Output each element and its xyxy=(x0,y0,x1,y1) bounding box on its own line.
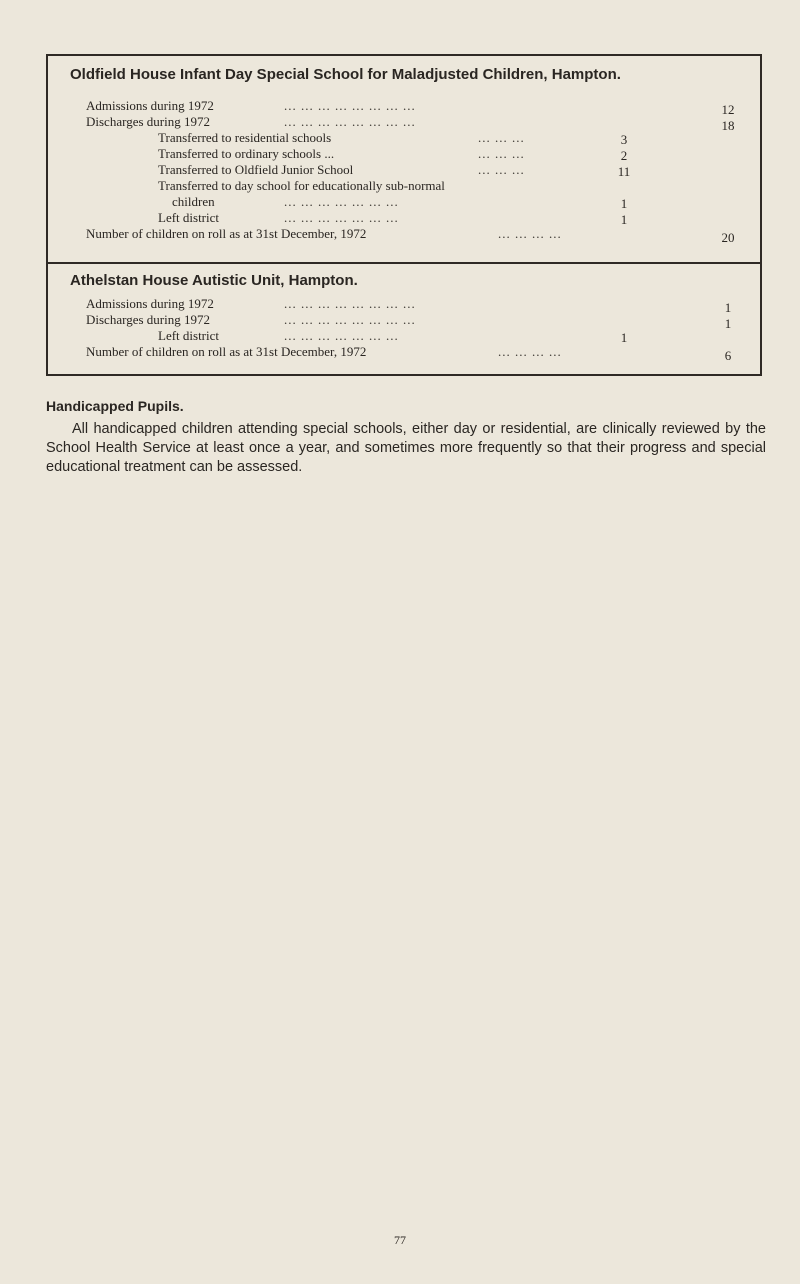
row-leader-dots: ... ... ... ... ... ... ... ... xyxy=(284,296,416,311)
oldfield-row-discharges xyxy=(48,114,760,133)
row-label: Admissions during 1972 xyxy=(86,98,214,113)
row-leader-dots: ... ... ... ... xyxy=(498,226,562,241)
row-label: Number of children on roll as at 31st December, 1972 xyxy=(86,344,367,359)
row-leader-dots: ... ... ... ... ... ... ... ... xyxy=(284,312,416,327)
row-sub-value: 11 xyxy=(617,164,631,179)
row-sub-value: 1 xyxy=(620,196,628,211)
body-paragraph: All handicapped children attending special schools, either day or residential, are clinically reviewed by the School Health Service at least once a year, and sometimes more frequently so that their progress and special educational treatment can be assessed. xyxy=(46,421,766,475)
section-heading: Handicapped Pupils. xyxy=(46,398,184,414)
athelstan-row-admissions xyxy=(48,296,760,315)
athelstan-row-discharges xyxy=(48,312,760,331)
row-total-value: 6 xyxy=(724,348,732,363)
oldfield-row-residential xyxy=(48,130,760,146)
row-leader-dots: ... ... ... ... xyxy=(498,344,562,359)
row-total-value: 18 xyxy=(721,118,735,133)
row-leader-dots: ... ... ... ... ... ... ... xyxy=(284,194,399,209)
row-label: Left district xyxy=(158,210,220,225)
oldfield-row-ordinary xyxy=(48,146,760,162)
row-sub-value: 1 xyxy=(620,330,628,345)
row-label: Transferred to ordinary schools ... xyxy=(158,146,335,161)
row-sub-value: 3 xyxy=(620,132,628,147)
athelstan-title: Athelstan House Autistic Unit, Hampton. xyxy=(70,272,358,289)
row-label: children xyxy=(172,194,215,209)
page-number: 77 xyxy=(394,1233,406,1247)
row-leader-dots: ... ... ... ... ... ... ... ... xyxy=(284,114,416,129)
row-label: Transferred to residential schools xyxy=(158,130,332,145)
row-label: Left district xyxy=(158,328,220,343)
row-label: Discharges during 1972 xyxy=(86,114,210,129)
athelstan-row-on-roll xyxy=(48,344,760,363)
row-leader-dots: ... ... ... xyxy=(478,162,525,177)
statistics-box xyxy=(46,54,762,376)
row-sub-value: 1 xyxy=(620,212,628,227)
row-label: Number of children on roll as at 31st December, 1972 xyxy=(86,226,367,241)
oldfield-row-on-roll xyxy=(48,226,760,245)
athelstan-row-left-district xyxy=(48,328,760,344)
row-leader-dots: ... ... ... ... ... ... ... xyxy=(284,328,399,343)
oldfield-row-esn-children xyxy=(48,194,760,210)
row-label: Discharges during 1972 xyxy=(86,312,210,327)
oldfield-row-esn-heading xyxy=(48,178,760,194)
row-leader-dots: ... ... ... ... ... ... ... xyxy=(284,210,399,225)
row-leader-dots: ... ... ... ... ... ... ... ... xyxy=(284,98,416,113)
row-total-value: 20 xyxy=(721,230,735,245)
row-total-value: 1 xyxy=(724,316,732,331)
oldfield-row-admissions xyxy=(48,98,760,117)
row-leader-dots: ... ... ... xyxy=(478,130,525,145)
row-total-value: 12 xyxy=(721,102,735,117)
row-total-value: 1 xyxy=(724,300,732,315)
oldfield-row-junior xyxy=(48,162,760,178)
row-leader-dots: ... ... ... xyxy=(478,146,525,161)
oldfield-row-left-district xyxy=(48,210,760,226)
row-label: Transferred to day school for educationally sub-normal xyxy=(158,178,445,193)
section-divider xyxy=(48,262,760,264)
row-sub-value: 2 xyxy=(620,148,628,163)
oldfield-title: Oldfield House Infant Day Special School for Maladjusted Children, Hampton. xyxy=(70,66,621,83)
row-label: Transferred to Oldfield Junior School xyxy=(158,162,354,177)
row-label: Admissions during 1972 xyxy=(86,296,214,311)
